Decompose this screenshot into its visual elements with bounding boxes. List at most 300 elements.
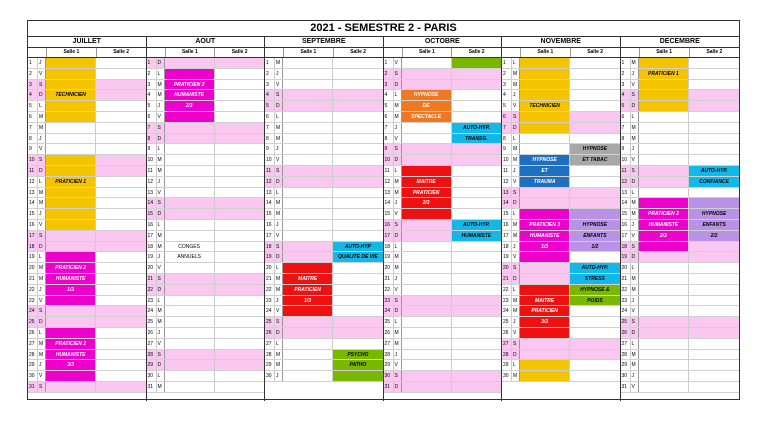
room-2-cell[interactable] bbox=[452, 382, 501, 392]
room-1-cell[interactable] bbox=[402, 155, 452, 165]
room-2-cell[interactable] bbox=[333, 90, 382, 100]
room-2-cell[interactable]: STRESS bbox=[570, 274, 619, 284]
room-2-cell[interactable]: HYPNOSE & bbox=[570, 285, 619, 295]
room-2-cell[interactable]: POIDS bbox=[570, 296, 619, 306]
room-1-cell[interactable] bbox=[283, 360, 333, 370]
room-1-cell[interactable]: PRATICIEN bbox=[283, 285, 333, 295]
room-1-cell[interactable]: HYPNOSE bbox=[520, 155, 570, 165]
room-1-cell[interactable] bbox=[165, 285, 215, 295]
room-1-cell[interactable] bbox=[520, 285, 570, 295]
room-1-cell[interactable] bbox=[402, 242, 452, 252]
room-2-cell[interactable] bbox=[689, 242, 739, 252]
room-1-cell[interactable] bbox=[46, 306, 96, 316]
room-2-cell[interactable] bbox=[689, 144, 739, 154]
room-2-cell[interactable] bbox=[333, 317, 382, 327]
room-2-cell[interactable] bbox=[689, 371, 739, 381]
room-1-cell[interactable] bbox=[402, 220, 452, 230]
room-2-cell[interactable] bbox=[333, 198, 382, 208]
room-2-cell[interactable] bbox=[452, 58, 501, 68]
room-1-cell[interactable] bbox=[639, 144, 690, 154]
room-2-cell[interactable] bbox=[452, 263, 501, 273]
room-2-cell[interactable]: HYPNOSE bbox=[689, 209, 739, 219]
room-1-cell[interactable] bbox=[402, 123, 452, 133]
room-1-cell[interactable] bbox=[283, 69, 333, 79]
room-2-cell[interactable] bbox=[570, 69, 619, 79]
room-2-cell[interactable] bbox=[96, 134, 145, 144]
room-1-cell[interactable] bbox=[283, 101, 333, 111]
room-2-cell[interactable] bbox=[452, 306, 501, 316]
room-1-cell[interactable] bbox=[283, 123, 333, 133]
room-2-cell[interactable] bbox=[570, 90, 619, 100]
room-1-cell[interactable]: PRATICIEN 1 bbox=[46, 177, 96, 187]
room-1-cell[interactable] bbox=[402, 80, 452, 90]
room-1-cell[interactable] bbox=[402, 317, 452, 327]
room-1-cell[interactable] bbox=[283, 263, 333, 273]
room-2-cell[interactable]: CONFIANCE bbox=[689, 177, 739, 187]
room-1-cell[interactable] bbox=[46, 296, 96, 306]
room-2-cell[interactable] bbox=[689, 155, 739, 165]
room-2-cell[interactable] bbox=[96, 69, 145, 79]
room-2-cell[interactable] bbox=[96, 296, 145, 306]
room-2-cell[interactable]: AUTO-HYP. bbox=[689, 166, 739, 176]
room-1-cell[interactable] bbox=[165, 231, 215, 241]
room-1-cell[interactable]: TRAUMA bbox=[520, 177, 570, 187]
room-2-cell[interactable] bbox=[689, 263, 739, 273]
room-2-cell[interactable] bbox=[215, 382, 264, 392]
room-1-cell[interactable]: DE bbox=[402, 101, 452, 111]
room-2-cell[interactable] bbox=[689, 90, 739, 100]
room-2-cell[interactable]: ET TABAC bbox=[570, 155, 619, 165]
room-1-cell[interactable]: MAITRE bbox=[520, 296, 570, 306]
room-1-cell[interactable] bbox=[402, 274, 452, 284]
room-1-cell[interactable]: 1/3 bbox=[520, 242, 570, 252]
room-2-cell[interactable] bbox=[333, 166, 382, 176]
room-1-cell[interactable] bbox=[520, 134, 570, 144]
room-2-cell[interactable] bbox=[215, 80, 264, 90]
room-1-cell[interactable]: 1/3 bbox=[283, 296, 333, 306]
room-2-cell[interactable] bbox=[452, 252, 501, 262]
room-1-cell[interactable] bbox=[520, 360, 570, 370]
room-1-cell[interactable] bbox=[520, 198, 570, 208]
room-1-cell[interactable] bbox=[283, 188, 333, 198]
room-1-cell[interactable] bbox=[283, 112, 333, 122]
room-1-cell[interactable] bbox=[165, 350, 215, 360]
room-1-cell[interactable] bbox=[283, 144, 333, 154]
room-2-cell[interactable]: HUMANISTE bbox=[452, 231, 501, 241]
room-1-cell[interactable] bbox=[283, 90, 333, 100]
room-1-cell[interactable] bbox=[165, 339, 215, 349]
room-1-cell[interactable] bbox=[283, 198, 333, 208]
room-1-cell[interactable]: 2/3 bbox=[402, 198, 452, 208]
room-1-cell[interactable] bbox=[283, 350, 333, 360]
room-2-cell[interactable] bbox=[333, 144, 382, 154]
room-2-cell[interactable] bbox=[215, 134, 264, 144]
room-1-cell[interactable] bbox=[165, 382, 215, 392]
room-1-cell[interactable] bbox=[402, 231, 452, 241]
room-2-cell[interactable] bbox=[96, 328, 145, 338]
room-1-cell[interactable] bbox=[520, 371, 570, 381]
room-2-cell[interactable]: TRANSG. bbox=[452, 134, 501, 144]
room-1-cell[interactable] bbox=[46, 101, 96, 111]
room-2-cell[interactable] bbox=[570, 134, 619, 144]
room-1-cell[interactable] bbox=[283, 339, 333, 349]
room-2-cell[interactable] bbox=[689, 134, 739, 144]
room-1-cell[interactable] bbox=[639, 58, 690, 68]
room-2-cell[interactable] bbox=[333, 188, 382, 198]
room-1-cell[interactable] bbox=[639, 188, 690, 198]
room-2-cell[interactable] bbox=[215, 242, 264, 252]
room-1-cell[interactable] bbox=[639, 296, 690, 306]
room-1-cell[interactable] bbox=[402, 69, 452, 79]
room-1-cell[interactable] bbox=[520, 123, 570, 133]
room-1-cell[interactable] bbox=[520, 263, 570, 273]
room-2-cell[interactable] bbox=[215, 155, 264, 165]
room-1-cell[interactable]: TECHNICIEN bbox=[46, 90, 96, 100]
room-1-cell[interactable] bbox=[46, 166, 96, 176]
room-2-cell[interactable] bbox=[215, 274, 264, 284]
room-2-cell[interactable]: PATHO bbox=[333, 360, 382, 370]
room-1-cell[interactable] bbox=[402, 350, 452, 360]
room-1-cell[interactable] bbox=[639, 155, 690, 165]
room-1-cell[interactable] bbox=[520, 144, 570, 154]
room-1-cell[interactable] bbox=[46, 144, 96, 154]
room-1-cell[interactable] bbox=[283, 80, 333, 90]
room-2-cell[interactable] bbox=[452, 317, 501, 327]
room-1-cell[interactable] bbox=[283, 155, 333, 165]
room-1-cell[interactable] bbox=[46, 317, 96, 327]
room-1-cell[interactable] bbox=[639, 360, 690, 370]
room-2-cell[interactable]: AUTO-HYP bbox=[333, 242, 382, 252]
room-2-cell[interactable] bbox=[333, 209, 382, 219]
room-1-cell[interactable] bbox=[46, 134, 96, 144]
room-1-cell[interactable] bbox=[402, 296, 452, 306]
room-1-cell[interactable] bbox=[639, 306, 690, 316]
room-2-cell[interactable] bbox=[96, 80, 145, 90]
room-1-cell[interactable] bbox=[46, 328, 96, 338]
room-2-cell[interactable] bbox=[570, 328, 619, 338]
room-2-cell[interactable] bbox=[215, 231, 264, 241]
room-2-cell[interactable] bbox=[333, 69, 382, 79]
room-2-cell[interactable] bbox=[570, 350, 619, 360]
room-2-cell[interactable]: ENFANTS bbox=[570, 231, 619, 241]
room-2-cell[interactable] bbox=[452, 296, 501, 306]
room-2-cell[interactable] bbox=[333, 80, 382, 90]
room-2-cell[interactable] bbox=[96, 90, 145, 100]
room-2-cell[interactable] bbox=[570, 360, 619, 370]
room-2-cell[interactable] bbox=[689, 58, 739, 68]
room-1-cell[interactable] bbox=[283, 220, 333, 230]
room-2-cell[interactable]: QUALITE DE VIE bbox=[333, 252, 382, 262]
room-1-cell[interactable]: HUMANISTE bbox=[639, 220, 690, 230]
room-1-cell[interactable] bbox=[639, 371, 690, 381]
room-1-cell[interactable] bbox=[402, 134, 452, 144]
room-2-cell[interactable] bbox=[452, 155, 501, 165]
room-2-cell[interactable] bbox=[96, 252, 145, 262]
room-1-cell[interactable] bbox=[46, 58, 96, 68]
room-2-cell[interactable] bbox=[96, 285, 145, 295]
room-2-cell[interactable] bbox=[96, 188, 145, 198]
room-2-cell[interactable] bbox=[96, 101, 145, 111]
room-1-cell[interactable] bbox=[402, 382, 452, 392]
room-2-cell[interactable] bbox=[96, 371, 145, 381]
room-1-cell[interactable]: MAITRE bbox=[402, 177, 452, 187]
room-2-cell[interactable] bbox=[96, 339, 145, 349]
room-2-cell[interactable] bbox=[333, 263, 382, 273]
room-1-cell[interactable] bbox=[165, 274, 215, 284]
room-1-cell[interactable] bbox=[165, 155, 215, 165]
room-1-cell[interactable] bbox=[639, 166, 690, 176]
room-2-cell[interactable] bbox=[333, 231, 382, 241]
room-2-cell[interactable] bbox=[570, 166, 619, 176]
room-1-cell[interactable] bbox=[639, 123, 690, 133]
room-1-cell[interactable] bbox=[402, 285, 452, 295]
room-2-cell[interactable] bbox=[96, 177, 145, 187]
room-2-cell[interactable] bbox=[333, 306, 382, 316]
room-1-cell[interactable] bbox=[46, 382, 96, 392]
room-1-cell[interactable] bbox=[520, 80, 570, 90]
room-1-cell[interactable] bbox=[520, 188, 570, 198]
room-2-cell[interactable] bbox=[689, 360, 739, 370]
room-2-cell[interactable] bbox=[333, 339, 382, 349]
room-2-cell[interactable] bbox=[689, 382, 739, 392]
room-2-cell[interactable] bbox=[689, 285, 739, 295]
room-1-cell[interactable] bbox=[283, 242, 333, 252]
room-1-cell[interactable] bbox=[283, 58, 333, 68]
room-2-cell[interactable] bbox=[689, 296, 739, 306]
room-1-cell[interactable] bbox=[639, 317, 690, 327]
room-2-cell[interactable] bbox=[570, 177, 619, 187]
room-1-cell[interactable] bbox=[520, 58, 570, 68]
room-2-cell[interactable] bbox=[452, 112, 501, 122]
room-2-cell[interactable]: ENFANTS bbox=[689, 220, 739, 230]
room-1-cell[interactable] bbox=[165, 360, 215, 370]
room-1-cell[interactable] bbox=[639, 382, 690, 392]
room-2-cell[interactable] bbox=[689, 112, 739, 122]
room-1-cell[interactable] bbox=[165, 263, 215, 273]
room-2-cell[interactable] bbox=[689, 339, 739, 349]
room-2-cell[interactable] bbox=[570, 339, 619, 349]
room-1-cell[interactable] bbox=[402, 144, 452, 154]
room-1-cell[interactable] bbox=[283, 134, 333, 144]
room-1-cell[interactable]: TECHNICIEN bbox=[520, 101, 570, 111]
room-1-cell[interactable] bbox=[283, 371, 333, 381]
room-1-cell[interactable] bbox=[165, 166, 215, 176]
room-2-cell[interactable] bbox=[452, 285, 501, 295]
room-2-cell[interactable] bbox=[452, 209, 501, 219]
room-1-cell[interactable]: ANNUELS bbox=[165, 252, 215, 262]
room-1-cell[interactable] bbox=[520, 274, 570, 284]
room-2-cell[interactable] bbox=[96, 317, 145, 327]
room-1-cell[interactable]: 3/3 bbox=[46, 360, 96, 370]
room-2-cell[interactable]: AUTO-HYP. bbox=[452, 123, 501, 133]
room-1-cell[interactable] bbox=[46, 188, 96, 198]
room-2-cell[interactable] bbox=[452, 198, 501, 208]
room-2-cell[interactable] bbox=[452, 177, 501, 187]
room-1-cell[interactable]: PRATICIEN 3 bbox=[639, 209, 690, 219]
room-1-cell[interactable] bbox=[402, 252, 452, 262]
room-1-cell[interactable] bbox=[639, 242, 690, 252]
room-1-cell[interactable] bbox=[46, 123, 96, 133]
room-2-cell[interactable] bbox=[689, 274, 739, 284]
room-1-cell[interactable] bbox=[283, 231, 333, 241]
room-2-cell[interactable] bbox=[333, 296, 382, 306]
room-1-cell[interactable] bbox=[165, 209, 215, 219]
room-1-cell[interactable] bbox=[165, 188, 215, 198]
room-2-cell[interactable] bbox=[452, 188, 501, 198]
room-1-cell[interactable] bbox=[283, 328, 333, 338]
room-1-cell[interactable] bbox=[520, 350, 570, 360]
room-2-cell[interactable] bbox=[333, 123, 382, 133]
room-1-cell[interactable] bbox=[46, 155, 96, 165]
room-2-cell[interactable] bbox=[215, 112, 264, 122]
room-2-cell[interactable] bbox=[689, 101, 739, 111]
room-1-cell[interactable] bbox=[165, 112, 215, 122]
room-2-cell[interactable] bbox=[689, 317, 739, 327]
room-2-cell[interactable] bbox=[570, 101, 619, 111]
room-2-cell[interactable] bbox=[570, 317, 619, 327]
room-2-cell[interactable] bbox=[333, 274, 382, 284]
room-2-cell[interactable] bbox=[452, 371, 501, 381]
room-2-cell[interactable] bbox=[333, 285, 382, 295]
room-1-cell[interactable] bbox=[283, 166, 333, 176]
room-1-cell[interactable] bbox=[165, 134, 215, 144]
room-2-cell[interactable]: 1/2 bbox=[570, 242, 619, 252]
room-2-cell[interactable] bbox=[570, 209, 619, 219]
room-1-cell[interactable] bbox=[520, 112, 570, 122]
room-2-cell[interactable] bbox=[96, 360, 145, 370]
room-2-cell[interactable] bbox=[452, 360, 501, 370]
room-2-cell[interactable] bbox=[333, 155, 382, 165]
room-2-cell[interactable] bbox=[215, 58, 264, 68]
room-1-cell[interactable]: PRATICIEN 2 bbox=[46, 339, 96, 349]
room-2-cell[interactable]: 2/2 bbox=[689, 231, 739, 241]
room-1-cell[interactable] bbox=[165, 144, 215, 154]
room-1-cell[interactable]: HUMANISTE bbox=[520, 231, 570, 241]
room-1-cell[interactable] bbox=[283, 209, 333, 219]
room-1-cell[interactable] bbox=[639, 350, 690, 360]
room-2-cell[interactable] bbox=[96, 144, 145, 154]
room-2-cell[interactable] bbox=[215, 220, 264, 230]
room-1-cell[interactable]: HUMANISTE bbox=[46, 274, 96, 284]
room-2-cell[interactable] bbox=[96, 112, 145, 122]
room-1-cell[interactable] bbox=[639, 252, 690, 262]
room-2-cell[interactable] bbox=[215, 144, 264, 154]
room-1-cell[interactable]: 3/3 bbox=[520, 317, 570, 327]
room-2-cell[interactable] bbox=[333, 101, 382, 111]
room-1-cell[interactable] bbox=[165, 328, 215, 338]
room-2-cell[interactable] bbox=[689, 80, 739, 90]
room-1-cell[interactable] bbox=[46, 69, 96, 79]
room-2-cell[interactable] bbox=[333, 112, 382, 122]
room-1-cell[interactable] bbox=[639, 285, 690, 295]
room-2-cell[interactable] bbox=[452, 242, 501, 252]
room-2-cell[interactable] bbox=[570, 198, 619, 208]
room-1-cell[interactable]: PRATICIEN 2 bbox=[165, 80, 215, 90]
room-2-cell[interactable] bbox=[452, 101, 501, 111]
room-2-cell[interactable] bbox=[570, 58, 619, 68]
room-1-cell[interactable] bbox=[639, 198, 690, 208]
room-1-cell[interactable]: PRATICIEN 1 bbox=[639, 69, 690, 79]
room-1-cell[interactable]: ET bbox=[520, 166, 570, 176]
room-1-cell[interactable] bbox=[165, 317, 215, 327]
room-1-cell[interactable]: PRATICIEN 3 bbox=[520, 220, 570, 230]
room-1-cell[interactable] bbox=[402, 263, 452, 273]
room-1-cell[interactable] bbox=[402, 371, 452, 381]
room-1-cell[interactable]: HYPNOSE bbox=[402, 90, 452, 100]
room-2-cell[interactable] bbox=[215, 198, 264, 208]
room-2-cell[interactable] bbox=[96, 350, 145, 360]
room-2-cell[interactable] bbox=[215, 101, 264, 111]
room-1-cell[interactable] bbox=[402, 339, 452, 349]
room-1-cell[interactable] bbox=[520, 69, 570, 79]
room-2-cell[interactable] bbox=[215, 166, 264, 176]
room-2-cell[interactable] bbox=[570, 188, 619, 198]
room-2-cell[interactable] bbox=[689, 252, 739, 262]
room-2-cell[interactable] bbox=[96, 263, 145, 273]
room-1-cell[interactable]: PRATICIEN bbox=[520, 306, 570, 316]
room-2-cell[interactable] bbox=[452, 274, 501, 284]
room-1-cell[interactable]: 2/3 bbox=[165, 101, 215, 111]
room-2-cell[interactable] bbox=[215, 285, 264, 295]
room-1-cell[interactable] bbox=[46, 198, 96, 208]
room-1-cell[interactable]: PRATICIEN bbox=[402, 188, 452, 198]
room-1-cell[interactable] bbox=[46, 242, 96, 252]
room-2-cell[interactable] bbox=[215, 306, 264, 316]
room-2-cell[interactable] bbox=[96, 220, 145, 230]
room-2-cell[interactable] bbox=[570, 112, 619, 122]
room-2-cell[interactable] bbox=[689, 350, 739, 360]
room-2-cell[interactable] bbox=[96, 231, 145, 241]
room-2-cell[interactable] bbox=[452, 144, 501, 154]
room-1-cell[interactable]: CONGES bbox=[165, 242, 215, 252]
room-1-cell[interactable] bbox=[46, 209, 96, 219]
room-1-cell[interactable] bbox=[283, 252, 333, 262]
room-2-cell[interactable] bbox=[570, 80, 619, 90]
room-1-cell[interactable] bbox=[283, 306, 333, 316]
room-2-cell[interactable] bbox=[215, 371, 264, 381]
room-2-cell[interactable] bbox=[215, 69, 264, 79]
room-2-cell[interactable] bbox=[215, 209, 264, 219]
room-2-cell[interactable] bbox=[333, 134, 382, 144]
room-1-cell[interactable] bbox=[46, 371, 96, 381]
room-2-cell[interactable] bbox=[215, 252, 264, 262]
room-2-cell[interactable] bbox=[452, 339, 501, 349]
room-1-cell[interactable] bbox=[520, 339, 570, 349]
room-1-cell[interactable]: 1/3 bbox=[46, 285, 96, 295]
room-2-cell[interactable] bbox=[215, 350, 264, 360]
room-1-cell[interactable] bbox=[639, 274, 690, 284]
room-2-cell[interactable] bbox=[333, 58, 382, 68]
room-1-cell[interactable] bbox=[639, 328, 690, 338]
room-2-cell[interactable]: HYPNOSE bbox=[570, 144, 619, 154]
room-1-cell[interactable] bbox=[402, 166, 452, 176]
room-1-cell[interactable] bbox=[639, 90, 690, 100]
room-2-cell[interactable] bbox=[215, 90, 264, 100]
room-2-cell[interactable] bbox=[570, 306, 619, 316]
room-2-cell[interactable] bbox=[452, 80, 501, 90]
room-2-cell[interactable] bbox=[452, 69, 501, 79]
room-1-cell[interactable] bbox=[639, 339, 690, 349]
room-1-cell[interactable] bbox=[639, 80, 690, 90]
room-1-cell[interactable]: HUMANISTE bbox=[46, 350, 96, 360]
room-1-cell[interactable] bbox=[165, 123, 215, 133]
room-2-cell[interactable] bbox=[96, 242, 145, 252]
room-2-cell[interactable] bbox=[215, 123, 264, 133]
room-1-cell[interactable] bbox=[520, 90, 570, 100]
room-2-cell[interactable] bbox=[452, 328, 501, 338]
room-1-cell[interactable] bbox=[165, 306, 215, 316]
room-2-cell[interactable] bbox=[215, 339, 264, 349]
